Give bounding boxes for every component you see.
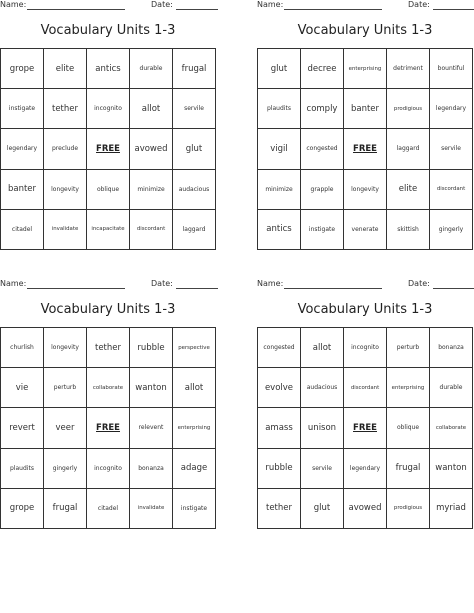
date-field-line[interactable]	[433, 9, 474, 10]
bingo-cell[interactable]: prodigious	[387, 89, 430, 129]
bingo-cell[interactable]: citadel	[87, 489, 130, 529]
bingo-cell[interactable]: gingerly	[430, 210, 473, 250]
bingo-cell[interactable]: gingerly	[44, 449, 87, 489]
bingo-cell[interactable]: venerate	[344, 210, 387, 250]
bingo-cell[interactable]: durable	[130, 49, 173, 89]
bingo-cell[interactable]: invalidate	[130, 489, 173, 529]
bingo-cell[interactable]: vigil	[258, 129, 301, 169]
card-title: Vocabulary Units 1-3	[297, 302, 433, 317]
name-field-line[interactable]	[27, 288, 125, 289]
bingo-cell[interactable]: discordant	[344, 368, 387, 408]
bingo-cell[interactable]: durable	[430, 368, 473, 408]
bingo-cell[interactable]: perturb	[44, 368, 87, 408]
bingo-cell[interactable]: vie	[1, 368, 44, 408]
name-field-line[interactable]	[284, 288, 382, 289]
free-space-cell[interactable]: FREE	[344, 129, 387, 169]
name-field-line[interactable]	[284, 9, 382, 10]
bingo-cell[interactable]: wanton	[130, 368, 173, 408]
bingo-cell[interactable]: frugal	[387, 449, 430, 489]
bingo-cell[interactable]: tether	[258, 489, 301, 529]
bingo-grid	[0, 48, 216, 250]
bingo-grid	[257, 327, 473, 529]
bingo-cell[interactable]: enterprising	[344, 49, 387, 89]
bingo-cell[interactable]: bountiful	[430, 49, 473, 89]
bingo-cell[interactable]: incognito	[87, 449, 130, 489]
bingo-cell[interactable]: myriad	[430, 489, 473, 529]
bingo-cell[interactable]: instigate	[173, 489, 216, 529]
bingo-cell[interactable]: invalidate	[44, 210, 87, 250]
bingo-cell[interactable]: instigate	[1, 89, 44, 129]
bingo-cell[interactable]: tether	[87, 328, 130, 368]
bingo-cell[interactable]: wanton	[430, 449, 473, 489]
bingo-cell[interactable]: bonanza	[430, 328, 473, 368]
date-field-line[interactable]	[176, 288, 218, 289]
bingo-cell[interactable]: enterprising	[387, 368, 430, 408]
bingo-cell[interactable]: congested	[301, 129, 344, 169]
date-label: Date:	[408, 0, 430, 9]
date-label: Date:	[151, 279, 173, 288]
bingo-cell[interactable]: instigate	[301, 210, 344, 250]
date-label: Date:	[151, 0, 173, 9]
bingo-cell[interactable]: veer	[44, 408, 87, 448]
card-header	[257, 0, 474, 12]
bingo-cell[interactable]: servile	[301, 449, 344, 489]
bingo-cell[interactable]: incapacitate	[87, 210, 130, 250]
bingo-cell[interactable]: grapple	[301, 170, 344, 210]
free-space-cell[interactable]: FREE	[344, 408, 387, 448]
bingo-cell[interactable]: banter	[344, 89, 387, 129]
bingo-cell[interactable]: preclude	[44, 129, 87, 169]
date-field-line[interactable]	[176, 9, 218, 10]
bingo-cell[interactable]: tether	[44, 89, 87, 129]
card-title: Vocabulary Units 1-3	[40, 302, 176, 317]
bingo-cell[interactable]: skittish	[387, 210, 430, 250]
name-label: Name:	[0, 279, 27, 288]
bingo-cell[interactable]: frugal	[44, 489, 87, 529]
date-field-line[interactable]	[433, 288, 474, 289]
bingo-cell[interactable]: adage	[173, 449, 216, 489]
bingo-cell[interactable]: discordant	[430, 170, 473, 210]
bingo-cell[interactable]: grope	[1, 49, 44, 89]
name-label: Name:	[0, 0, 27, 9]
bingo-cell[interactable]: allot	[173, 368, 216, 408]
bingo-cell[interactable]: evolve	[258, 368, 301, 408]
bingo-cell[interactable]: rubble	[130, 328, 173, 368]
bingo-cell[interactable]: servile	[430, 129, 473, 169]
bingo-cell[interactable]: longevity	[44, 328, 87, 368]
bingo-cell[interactable]: oblique	[87, 170, 130, 210]
bingo-cell[interactable]: banter	[1, 170, 44, 210]
bingo-cell[interactable]: detriment	[387, 49, 430, 89]
card-header	[0, 279, 230, 291]
bingo-cell[interactable]: incognito	[344, 328, 387, 368]
bingo-cell[interactable]: prodigious	[387, 489, 430, 529]
date-label: Date:	[408, 279, 430, 288]
bingo-cell[interactable]: amass	[258, 408, 301, 448]
bingo-cell[interactable]: legendary	[1, 129, 44, 169]
bingo-cell[interactable]: legendary	[344, 449, 387, 489]
bingo-cell[interactable]: rubble	[258, 449, 301, 489]
bingo-cell[interactable]: enterprising	[173, 408, 216, 448]
bingo-cell[interactable]: bonanza	[130, 449, 173, 489]
bingo-cell[interactable]: oblique	[387, 408, 430, 448]
card-title: Vocabulary Units 1-3	[40, 23, 176, 38]
free-space-cell[interactable]: FREE	[87, 129, 130, 169]
bingo-cell[interactable]: revert	[1, 408, 44, 448]
bingo-cell[interactable]: comply	[301, 89, 344, 129]
bingo-cell[interactable]: relevent	[130, 408, 173, 448]
bingo-cell[interactable]: minimize	[258, 170, 301, 210]
bingo-cell[interactable]: audacious	[173, 170, 216, 210]
bingo-cell[interactable]: laggard	[173, 210, 216, 250]
bingo-cell[interactable]: citadel	[1, 210, 44, 250]
bingo-cell[interactable]: longevity	[344, 170, 387, 210]
bingo-cell[interactable]: elite	[44, 49, 87, 89]
bingo-cell[interactable]: plaudits	[258, 89, 301, 129]
bingo-cell[interactable]: glut	[301, 489, 344, 529]
bingo-cell[interactable]: glut	[173, 129, 216, 169]
bingo-cell[interactable]: minimize	[130, 170, 173, 210]
bingo-cell[interactable]: collaborate	[430, 408, 473, 448]
bingo-cell[interactable]: audacious	[301, 368, 344, 408]
bingo-cell[interactable]: churlish	[1, 328, 44, 368]
bingo-cell[interactable]: perturb	[387, 328, 430, 368]
bingo-cell[interactable]: allot	[301, 328, 344, 368]
bingo-cell[interactable]: glut	[258, 49, 301, 89]
bingo-grid	[257, 48, 473, 250]
bingo-grid	[0, 327, 216, 529]
free-space-cell[interactable]: FREE	[87, 408, 130, 448]
bingo-cell[interactable]: perspective	[173, 328, 216, 368]
card-header	[257, 279, 474, 291]
bingo-cell[interactable]: collaborate	[87, 368, 130, 408]
name-label: Name:	[257, 279, 284, 288]
bingo-cell[interactable]: congested	[258, 328, 301, 368]
bingo-cell[interactable]: unison	[301, 408, 344, 448]
bingo-cell[interactable]: avowed	[344, 489, 387, 529]
name-field-line[interactable]	[27, 9, 125, 10]
bingo-cell[interactable]: decree	[301, 49, 344, 89]
bingo-cell[interactable]: grope	[1, 489, 44, 529]
bingo-cell[interactable]: avowed	[130, 129, 173, 169]
bingo-cell[interactable]: plaudits	[1, 449, 44, 489]
bingo-cell[interactable]: elite	[387, 170, 430, 210]
bingo-cell[interactable]: incognito	[87, 89, 130, 129]
bingo-cell[interactable]: servile	[173, 89, 216, 129]
bingo-cell[interactable]: frugal	[173, 49, 216, 89]
bingo-cell[interactable]: antics	[258, 210, 301, 250]
bingo-cell[interactable]: longevity	[44, 170, 87, 210]
bingo-cell[interactable]: discordant	[130, 210, 173, 250]
bingo-cell[interactable]: legendary	[430, 89, 473, 129]
card-title: Vocabulary Units 1-3	[297, 23, 433, 38]
bingo-cell[interactable]: laggard	[387, 129, 430, 169]
card-header	[0, 0, 230, 12]
bingo-cell[interactable]: allot	[130, 89, 173, 129]
name-label: Name:	[257, 0, 284, 9]
bingo-cell[interactable]: antics	[87, 49, 130, 89]
